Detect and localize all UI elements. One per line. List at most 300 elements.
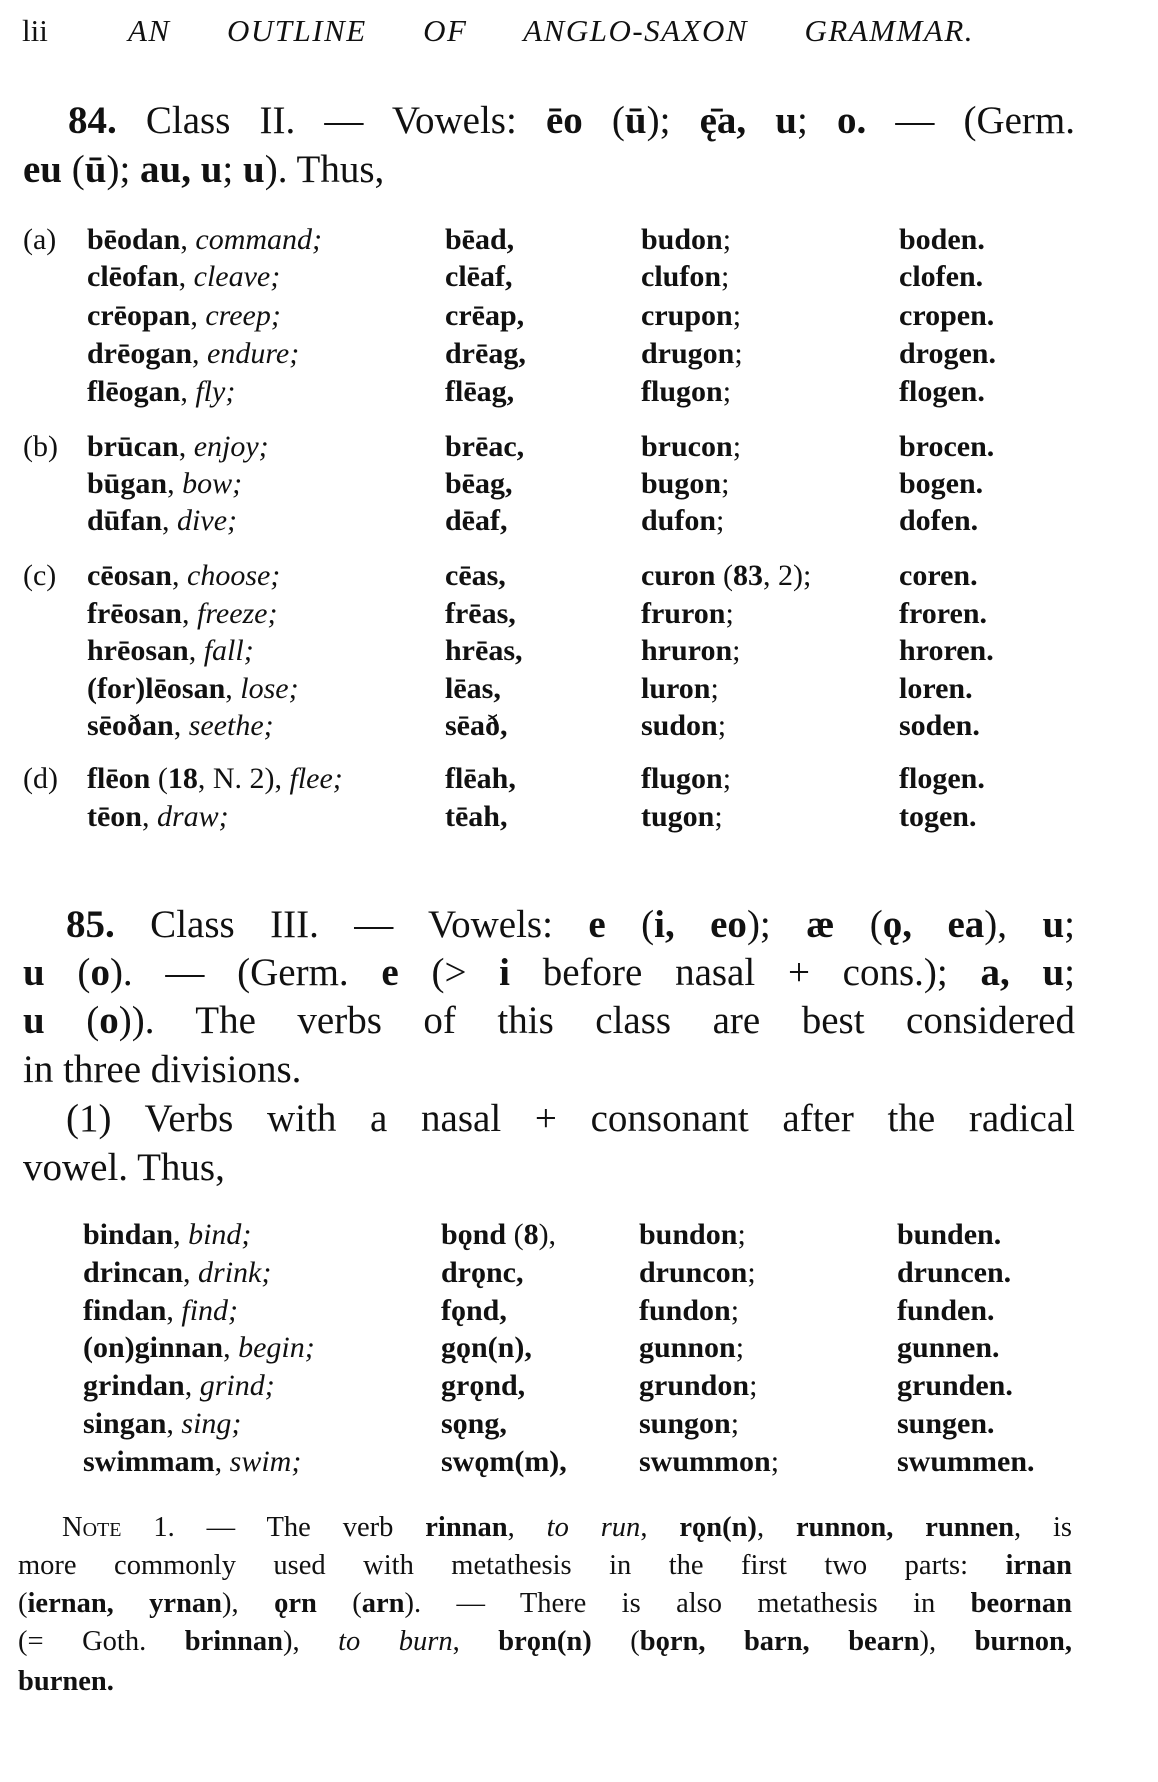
text-run: in three divisions.: [23, 1048, 302, 1091]
text-run: ,: [640, 1512, 680, 1543]
text-run: ,: [162, 504, 178, 537]
preterite-singular-cell: [441, 1217, 556, 1253]
bold-text: frēas,: [445, 597, 516, 630]
italic-text: to run: [546, 1512, 641, 1543]
preterite-singular-cell: [445, 761, 516, 797]
bold-text: ę̄a, u: [699, 99, 797, 142]
bold-text: u: [243, 148, 265, 191]
infinitive-cell: [87, 671, 299, 707]
text-run: ,: [178, 260, 194, 293]
preterite-plural-cell: [641, 633, 741, 669]
bold-text: o.: [836, 99, 867, 142]
bold-text: flēon: [87, 762, 151, 795]
text-line: [23, 1047, 623, 1093]
bold-text: clēofan: [87, 260, 179, 293]
preterite-singular-cell: [445, 298, 524, 334]
bold-text: fǫnd,: [441, 1294, 507, 1327]
preterite-plural-cell: [639, 1255, 756, 1291]
infinitive-cell: [83, 1330, 315, 1366]
bold-text: bindan: [83, 1218, 174, 1251]
bold-text: fruron: [641, 597, 726, 630]
text-line: [23, 950, 1075, 996]
text-run: );: [646, 99, 700, 142]
preterite-singular-cell: [445, 596, 516, 632]
bold-text: cropen.: [899, 299, 995, 332]
infinitive-cell: [87, 298, 281, 334]
preterite-singular-cell: [441, 1255, 524, 1291]
group-label: (c): [23, 559, 57, 592]
text-line: [68, 98, 1075, 144]
text-run: ,: [173, 1218, 189, 1251]
note-label: Note 1.: [62, 1512, 175, 1543]
text-run: ,: [183, 1256, 199, 1289]
bold-text: o: [99, 999, 119, 1042]
text-run: ;: [716, 504, 725, 537]
text-run: ;: [749, 1369, 758, 1402]
bold-text: cēas,: [445, 559, 506, 592]
bold-text: druncen.: [897, 1256, 1012, 1289]
text-run: ),: [222, 1588, 275, 1619]
infinitive-cell: [87, 633, 254, 669]
preterite-plural-cell: [641, 298, 741, 334]
text-run: — The verb: [174, 1512, 426, 1543]
italic-text: bind;: [188, 1218, 252, 1251]
preterite-singular-cell: [445, 222, 514, 258]
text-run: , is: [1014, 1512, 1073, 1543]
infinitive-cell: [87, 222, 322, 258]
bold-text: grindan: [83, 1369, 185, 1402]
text-run: ),: [282, 1626, 339, 1657]
text-run: ;: [722, 762, 732, 795]
past-participle-cell: [899, 558, 978, 594]
text-run: ,: [167, 467, 183, 500]
preterite-plural-cell: [641, 596, 734, 632]
bold-text: rǫn(n): [679, 1512, 757, 1543]
bold-text: 83: [732, 559, 763, 592]
bold-text: rinnan: [425, 1512, 508, 1543]
text-run: ;: [722, 223, 732, 256]
bold-text: hroren.: [899, 634, 994, 667]
text-line: [66, 1096, 1075, 1142]
bold-text: u: [23, 951, 45, 994]
bold-text: crupon: [641, 299, 733, 332]
past-participle-cell: [899, 429, 994, 465]
preterite-singular-cell: [445, 336, 526, 372]
past-participle-cell: [899, 298, 994, 334]
bold-text: gǫn(n),: [441, 1331, 532, 1364]
text-line: [18, 1665, 318, 1699]
italic-text: cleave;: [193, 260, 281, 293]
text-run: (: [605, 903, 655, 946]
bold-text: drincan: [83, 1256, 184, 1289]
text-run: more commonly used with metathesis in the first two parts:: [18, 1550, 1006, 1581]
text-run: vowel. Thus,: [23, 1146, 225, 1189]
text-line: [23, 998, 1075, 1044]
bold-text: ǫ, ea: [882, 903, 985, 946]
bold-text: 18: [167, 762, 198, 795]
text-run: ),: [538, 1218, 557, 1251]
text-run: ;: [1064, 903, 1075, 946]
preterite-plural-cell: [641, 222, 731, 258]
preterite-plural-cell: [641, 761, 731, 797]
bold-text: boden.: [899, 223, 985, 256]
bold-text: togen.: [899, 800, 977, 833]
bold-text: swummon: [639, 1445, 771, 1478]
bold-text: budon: [641, 223, 723, 256]
bold-text: swummen.: [897, 1445, 1035, 1478]
past-participle-cell: [899, 503, 978, 539]
bold-text: 8: [523, 1218, 539, 1251]
bold-text: e: [588, 903, 606, 946]
italic-text: sing;: [181, 1407, 242, 1440]
italic-text: command;: [195, 223, 323, 256]
text-run: (: [150, 762, 168, 795]
bold-text: crēap,: [445, 299, 525, 332]
preterite-plural-cell: [639, 1217, 746, 1253]
infinitive-cell: [83, 1406, 241, 1442]
text-run: ,: [184, 1369, 200, 1402]
preterite-plural-cell: [641, 429, 741, 465]
group-label: (b): [23, 430, 58, 463]
infinitive-cell: [87, 336, 299, 372]
infinitive-cell: [87, 259, 280, 295]
bold-text: bǫrn, barn, bearn: [639, 1626, 920, 1657]
text-run: (: [44, 951, 91, 994]
page-number: lii: [22, 13, 48, 48]
bold-text: drēogan: [87, 337, 192, 370]
italic-text: begin;: [238, 1331, 315, 1364]
bold-text: irnan: [1005, 1550, 1072, 1581]
bold-text: drugon: [641, 337, 735, 370]
bold-text: dofen.: [899, 504, 979, 537]
group-label: (d): [23, 762, 58, 795]
bold-text: flugon: [641, 375, 723, 408]
text-line: [18, 1587, 1072, 1621]
bold-text: fundon: [639, 1294, 731, 1327]
bold-text: iernan, yrnan: [27, 1588, 223, 1619]
preterite-plural-cell: [641, 558, 811, 594]
bold-text: ǫrn: [274, 1588, 317, 1619]
bold-text: clofen.: [899, 260, 984, 293]
italic-text: drink;: [198, 1256, 272, 1289]
text-run: ;: [732, 634, 741, 667]
bold-text: bundon: [639, 1218, 738, 1251]
text-run: ;: [710, 672, 719, 705]
infinitive-cell: [83, 1255, 271, 1291]
bold-text: a, u: [980, 951, 1065, 994]
bold-text: flēah,: [445, 762, 516, 795]
bold-text: sēoðan: [87, 709, 174, 742]
text-run: ,: [223, 1331, 239, 1364]
text-run: ). Thus,: [264, 148, 385, 191]
preterite-plural-cell: [639, 1330, 744, 1366]
italic-text: find;: [181, 1294, 239, 1327]
bold-text: 85.: [66, 903, 115, 946]
past-participle-cell: [899, 336, 996, 372]
text-run: ;: [722, 375, 732, 408]
bold-text: dēaf,: [445, 504, 508, 537]
text-run: ;: [796, 99, 837, 142]
bold-text: soden.: [899, 709, 980, 742]
past-participle-cell: [899, 799, 977, 835]
preterite-singular-cell: [445, 503, 508, 539]
text-line: [18, 1549, 1072, 1583]
bold-text: clufon: [641, 260, 722, 293]
text-run: (: [62, 148, 85, 191]
bold-text: luron: [641, 672, 711, 705]
text-run: (: [715, 559, 733, 592]
text-run: Class II. — Vowels:: [116, 99, 546, 142]
bold-text: brǫn(n): [498, 1626, 592, 1657]
bold-text: burnen.: [18, 1666, 114, 1697]
bold-text: arn: [361, 1588, 405, 1619]
text-line: [18, 1625, 1072, 1659]
text-run: ;: [730, 1294, 740, 1327]
preterite-singular-cell: [445, 558, 506, 594]
bold-text: clēaf,: [445, 260, 513, 293]
italic-text: draw;: [157, 800, 229, 833]
bold-text: brucon: [641, 430, 733, 463]
text-run: ,: [166, 1407, 182, 1440]
italic-text: fly;: [195, 375, 236, 408]
bold-text: flēag,: [445, 375, 515, 408]
past-participle-cell: [897, 1444, 1035, 1480]
text-run: ;: [714, 800, 723, 833]
italic-text: freeze;: [196, 597, 278, 630]
bold-text: loren.: [899, 672, 973, 705]
bold-text: flēogan: [87, 375, 181, 408]
text-run: ,: [452, 1626, 499, 1657]
infinitive-cell: [87, 558, 280, 594]
bold-text: au, u: [140, 148, 223, 191]
bold-text: æ: [806, 903, 835, 946]
preterite-singular-cell: [441, 1444, 567, 1480]
bold-text: flogen.: [899, 375, 985, 408]
preterite-singular-cell: [445, 799, 508, 835]
text-run: ;: [734, 337, 743, 370]
bold-text: grunden.: [897, 1369, 1013, 1402]
bold-text: burnon,: [974, 1626, 1073, 1657]
preterite-plural-cell: [641, 259, 729, 295]
bold-text: hrēas,: [445, 634, 523, 667]
bold-text: drogen.: [899, 337, 996, 370]
text-run: (: [506, 1218, 524, 1251]
bold-text: drǫnc,: [441, 1256, 524, 1289]
italic-text: bow;: [182, 467, 243, 500]
text-run: ). — (Germ.: [109, 951, 382, 994]
bold-text: brūcan: [87, 430, 179, 463]
text-run: ,: [173, 709, 189, 742]
bold-text: curon: [641, 559, 716, 592]
text-run: ;: [725, 597, 734, 630]
text-run: (: [834, 903, 883, 946]
past-participle-cell: [897, 1368, 1013, 1404]
bold-text: bǫnd: [441, 1218, 507, 1251]
bold-text: grǫnd,: [441, 1369, 526, 1402]
infinitive-cell: [87, 761, 343, 797]
text-run: (: [582, 99, 625, 142]
italic-text: enjoy;: [193, 430, 269, 463]
bold-text: hruron: [641, 634, 733, 667]
text-run: ,: [180, 375, 196, 408]
italic-text: flee;: [289, 762, 343, 795]
past-participle-cell: [899, 374, 985, 410]
italic-text: creep;: [205, 299, 281, 332]
preterite-plural-cell: [641, 503, 724, 539]
preterite-plural-cell: [639, 1293, 739, 1329]
text-run: — (Germ.: [866, 99, 1075, 142]
bold-text: swǫm(m),: [441, 1445, 567, 1478]
past-participle-cell: [899, 259, 983, 295]
text-line: [23, 1145, 623, 1191]
bold-text: frēosan: [87, 597, 182, 630]
bold-text: beornan: [970, 1588, 1072, 1619]
preterite-singular-cell: [441, 1293, 507, 1329]
text-run: ,: [756, 1512, 796, 1543]
past-participle-cell: [897, 1330, 1000, 1366]
bold-text: būgan: [87, 467, 168, 500]
italic-text: dive;: [177, 504, 238, 537]
preterite-singular-cell: [445, 466, 513, 502]
bold-text: grundon: [639, 1369, 750, 1402]
infinitive-cell: [87, 503, 237, 539]
text-run: The verbs of this class are best considered: [154, 999, 1075, 1042]
bold-text: sēað,: [445, 709, 508, 742]
italic-text: to burn: [338, 1626, 453, 1657]
preterite-plural-cell: [641, 466, 729, 502]
text-run: ,: [181, 597, 197, 630]
bold-text: findan: [83, 1294, 167, 1327]
bold-text: bugon: [641, 467, 722, 500]
text-run: ,: [214, 1445, 230, 1478]
text-run: (= Goth.: [18, 1626, 185, 1657]
bold-text: i: [499, 951, 511, 994]
bold-text: o: [90, 951, 110, 994]
preterite-plural-cell: [641, 671, 719, 707]
text-run: ;: [730, 1407, 740, 1440]
past-participle-cell: [899, 761, 985, 797]
italic-text: seethe;: [188, 709, 274, 742]
bold-text: sǫng,: [441, 1407, 507, 1440]
text-run: ;: [721, 467, 730, 500]
text-run: ;: [721, 260, 730, 293]
bold-text: brēac,: [445, 430, 525, 463]
text-run: (>: [398, 951, 500, 994]
bold-text: swimmam: [83, 1445, 215, 1478]
bold-text: singan: [83, 1407, 167, 1440]
preterite-singular-cell: [445, 374, 514, 410]
preterite-singular-cell: [441, 1406, 507, 1442]
bold-text: cēosan: [87, 559, 172, 592]
text-run: (: [44, 999, 100, 1042]
bold-text: (on)ginnan: [83, 1331, 224, 1364]
bold-text: druncon: [639, 1256, 748, 1289]
bold-text: drēag,: [445, 337, 526, 370]
bold-text: tēah,: [445, 800, 508, 833]
text-run: ;: [222, 148, 244, 191]
text-run: ,: [142, 800, 157, 833]
italic-text: fall;: [203, 634, 254, 667]
infinitive-cell: [87, 466, 242, 502]
text-run: ;: [732, 299, 742, 332]
bold-text: funden.: [897, 1294, 995, 1327]
text-run: before nasal + cons.);: [510, 951, 981, 994]
bold-text: froren.: [899, 597, 988, 630]
bold-text: hrēosan: [87, 634, 189, 667]
text-line: [23, 147, 543, 193]
text-run: ;: [735, 1331, 745, 1364]
text-run: ). — There is also metathesis in: [404, 1588, 971, 1619]
preterite-singular-cell: [441, 1368, 525, 1404]
italic-text: grind;: [199, 1369, 275, 1402]
preterite-plural-cell: [639, 1368, 757, 1404]
past-participle-cell: [897, 1406, 995, 1442]
infinitive-cell: [87, 799, 229, 835]
bold-text: bēad,: [445, 223, 515, 256]
text-run: );: [746, 903, 807, 946]
running-title: AN OUTLINE OF ANGLO-SAXON GRAMMAR.: [128, 13, 974, 48]
infinitive-cell: [83, 1217, 251, 1253]
preterite-singular-cell: [441, 1330, 532, 1366]
bold-text: sungon: [639, 1407, 731, 1440]
bold-text: flugon: [641, 762, 723, 795]
past-participle-cell: [899, 222, 985, 258]
infinitive-cell: [87, 429, 269, 465]
past-participle-cell: [897, 1255, 1011, 1291]
bold-text: sudon: [641, 709, 718, 742]
bold-text: e: [381, 951, 399, 994]
bold-text: bogen.: [899, 467, 984, 500]
text-run: )).: [118, 999, 155, 1042]
bold-text: tēon: [87, 800, 142, 833]
text-run: ,: [172, 559, 187, 592]
bold-text: bunden.: [897, 1218, 1002, 1251]
text-run: ;: [770, 1445, 780, 1478]
preterite-singular-cell: [445, 429, 524, 465]
past-participle-cell: [897, 1217, 1001, 1253]
bold-text: 84.: [68, 99, 117, 142]
bold-text: bēag,: [445, 467, 513, 500]
bold-text: coren.: [899, 559, 978, 592]
preterite-plural-cell: [639, 1406, 739, 1442]
text-run: );: [106, 148, 141, 191]
bold-text: u: [1042, 903, 1065, 946]
text-run: ;: [732, 430, 742, 463]
preterite-plural-cell: [641, 799, 723, 835]
preterite-plural-cell: [641, 374, 731, 410]
infinitive-cell: [83, 1293, 238, 1329]
infinitive-cell: [87, 708, 274, 744]
bold-text: brocen.: [899, 430, 995, 463]
text-run: ),: [984, 903, 1043, 946]
past-participle-cell: [899, 466, 983, 502]
preterite-singular-cell: [445, 708, 508, 744]
text-run: ,: [166, 1294, 182, 1327]
text-run: ,: [225, 672, 241, 705]
infinitive-cell: [83, 1368, 275, 1404]
text-run: ,: [192, 337, 207, 370]
bold-text: lēas,: [445, 672, 501, 705]
infinitive-cell: [83, 1444, 301, 1480]
bold-text: crēopan: [87, 299, 191, 332]
text-run: (: [316, 1588, 362, 1619]
text-run: ;: [737, 1218, 746, 1251]
past-participle-cell: [899, 596, 987, 632]
text-run: ,: [180, 223, 196, 256]
infinitive-cell: [87, 596, 278, 632]
preterite-singular-cell: [445, 633, 523, 669]
text-run: ),: [919, 1626, 975, 1657]
